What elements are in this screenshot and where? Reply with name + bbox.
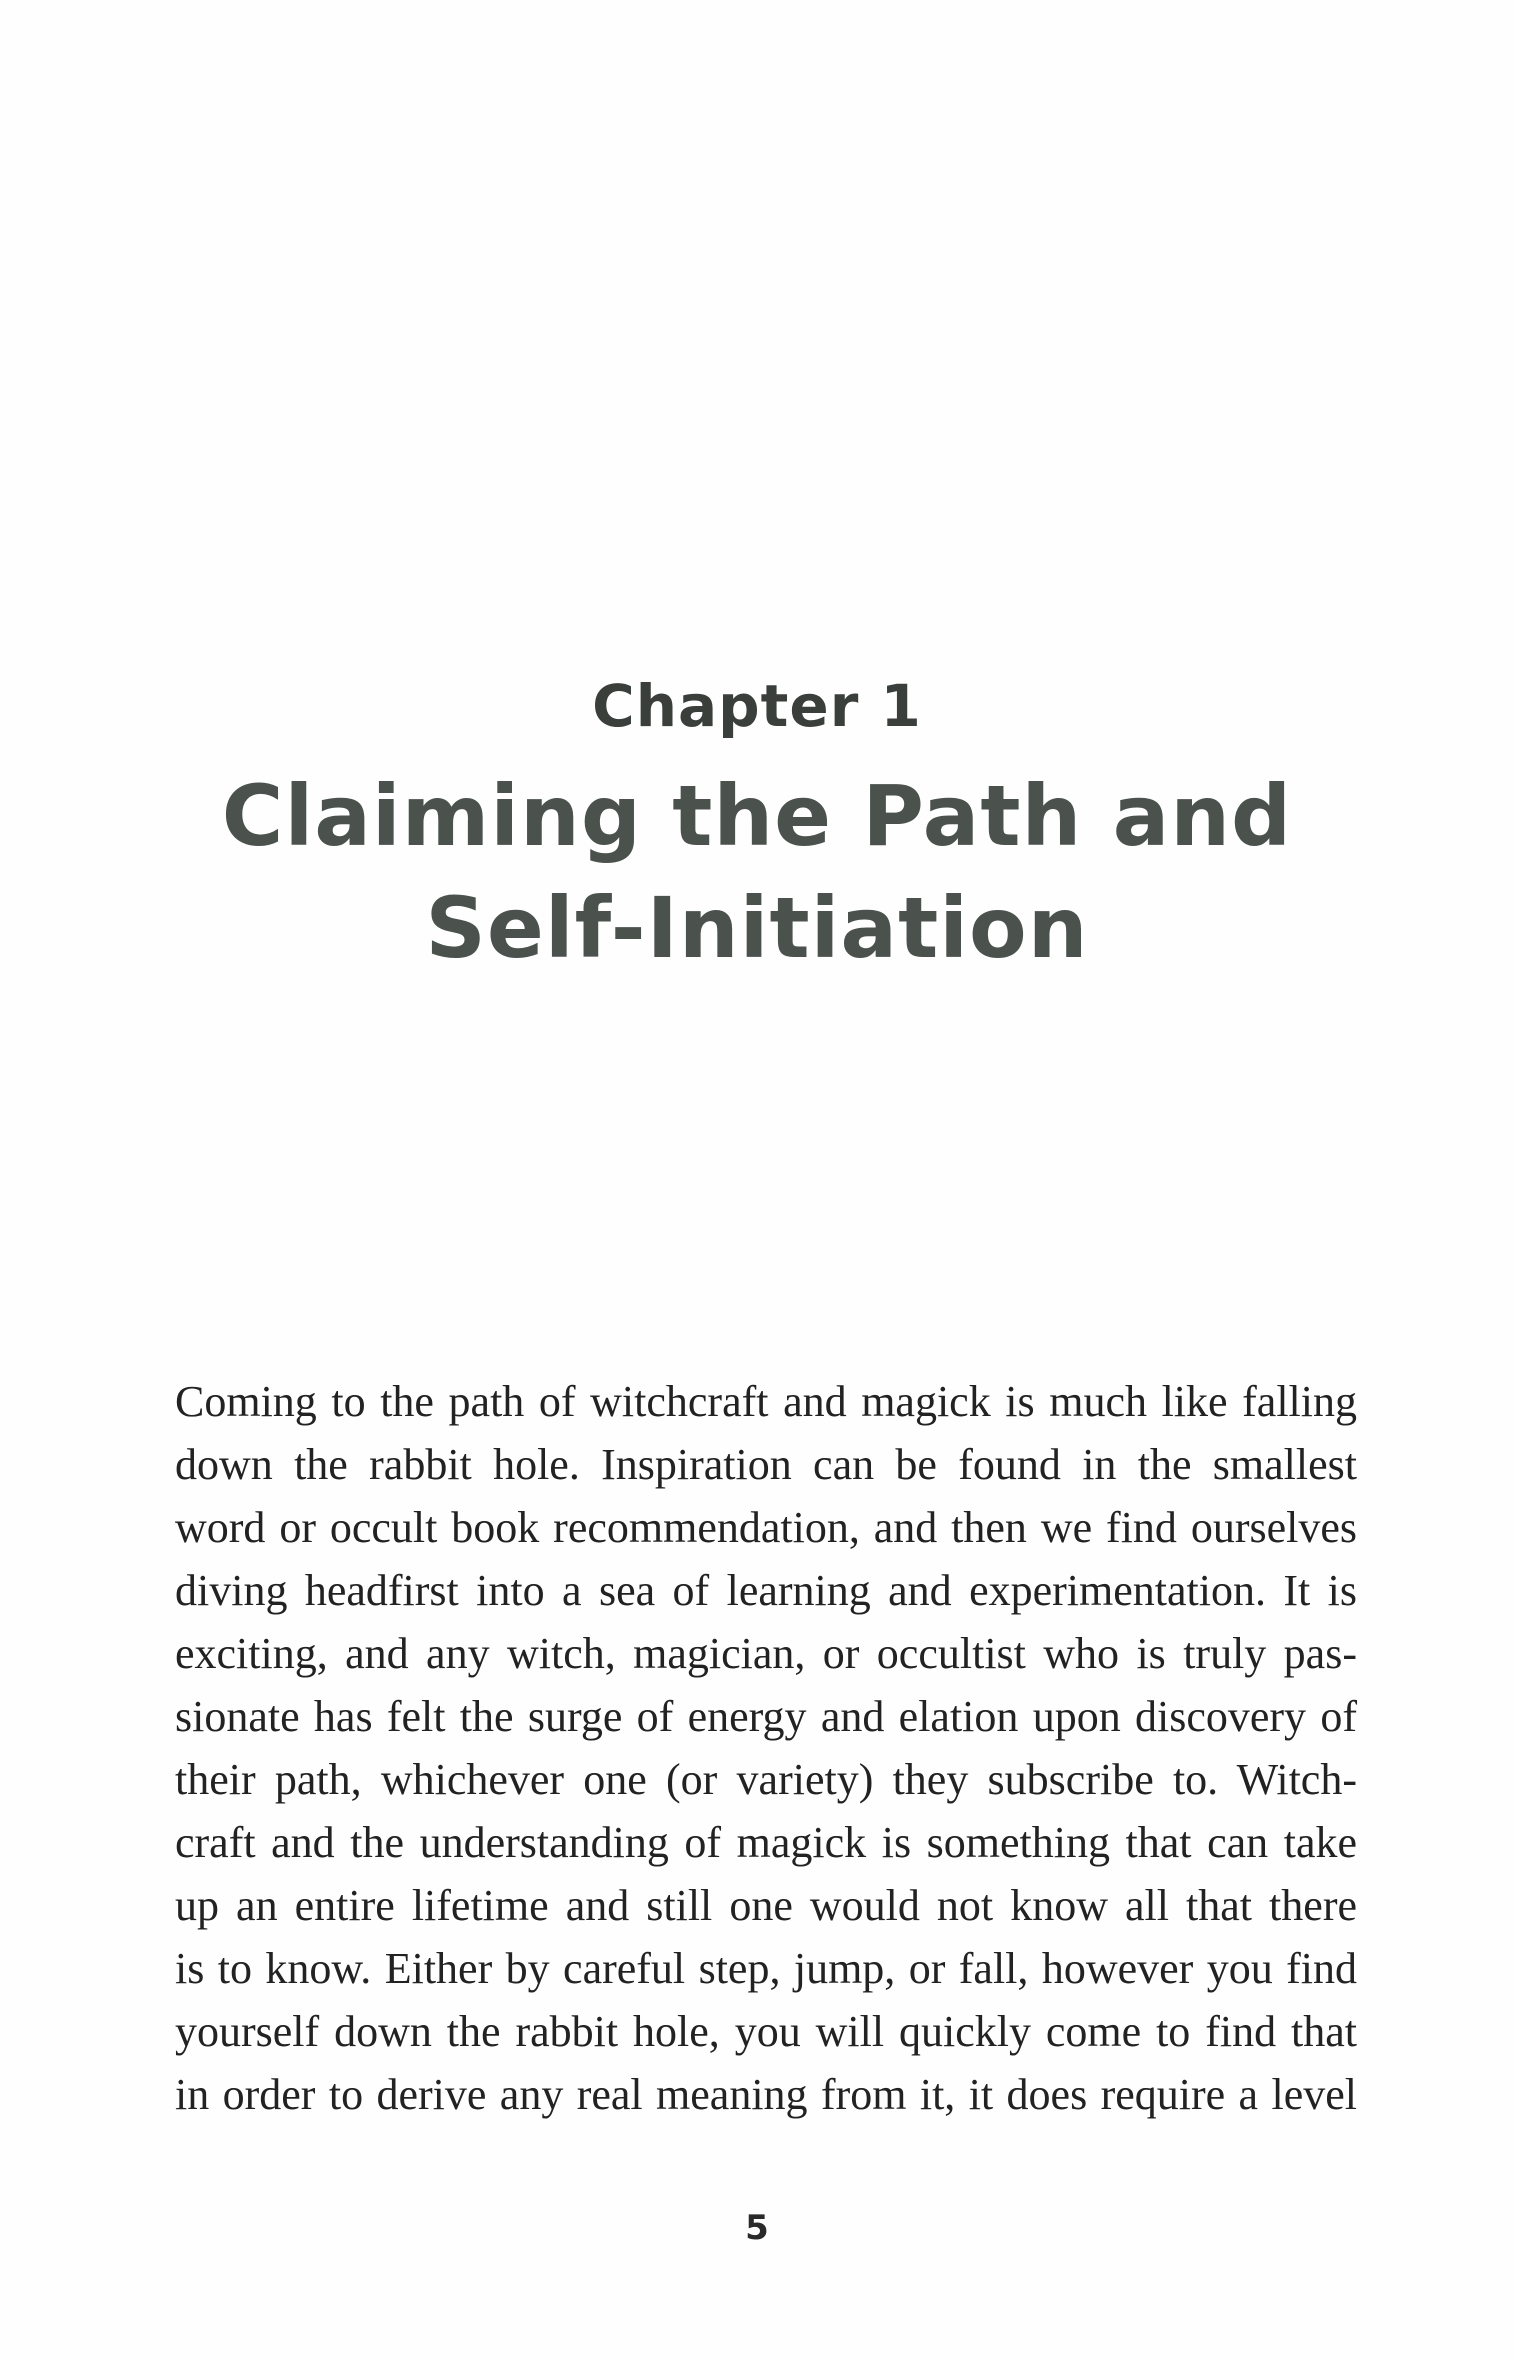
chapter-label: Chapter 1	[592, 672, 922, 740]
body-line: in order to derive any real meaning from it, it does require a level	[175, 2070, 1357, 2119]
body-line: is to know. Either by careful step, jump, or fall, however you find	[175, 1944, 1357, 1993]
chapter-title-line: Claiming the Path and	[221, 767, 1293, 865]
chapter-title-line: Self-Initiation	[425, 879, 1089, 977]
body-line: yourself down the rabbit hole, you will quickly come to find that	[175, 2007, 1357, 2056]
body-line: Coming to the path of witchcraft and magick is much like falling	[175, 1377, 1357, 1426]
body-line: sionate has felt the surge of energy and elation upon discovery of	[175, 1692, 1357, 1741]
chapter-title	[170, 760, 1344, 984]
body-line: up an entire lifetime and still one would not know all that there	[175, 1881, 1357, 1930]
body-line: down the rabbit hole. Inspiration can be found in the smallest	[175, 1440, 1357, 1489]
body-line: exciting, and any witch, magician, or occultist who is truly pas-	[175, 1629, 1357, 1678]
body-line: their path, whichever one (or variety) they subscribe to. Witch-	[175, 1755, 1357, 1804]
body-line: craft and the understanding of magick is something that can take	[175, 1818, 1357, 1867]
body-line: word or occult book recommendation, and then we find ourselves	[175, 1503, 1357, 1552]
page-number: 5	[745, 2208, 769, 2248]
body-paragraph	[175, 1370, 1357, 2126]
body-line: diving headfirst into a sea of learning and experimentation. It is	[175, 1566, 1357, 1615]
